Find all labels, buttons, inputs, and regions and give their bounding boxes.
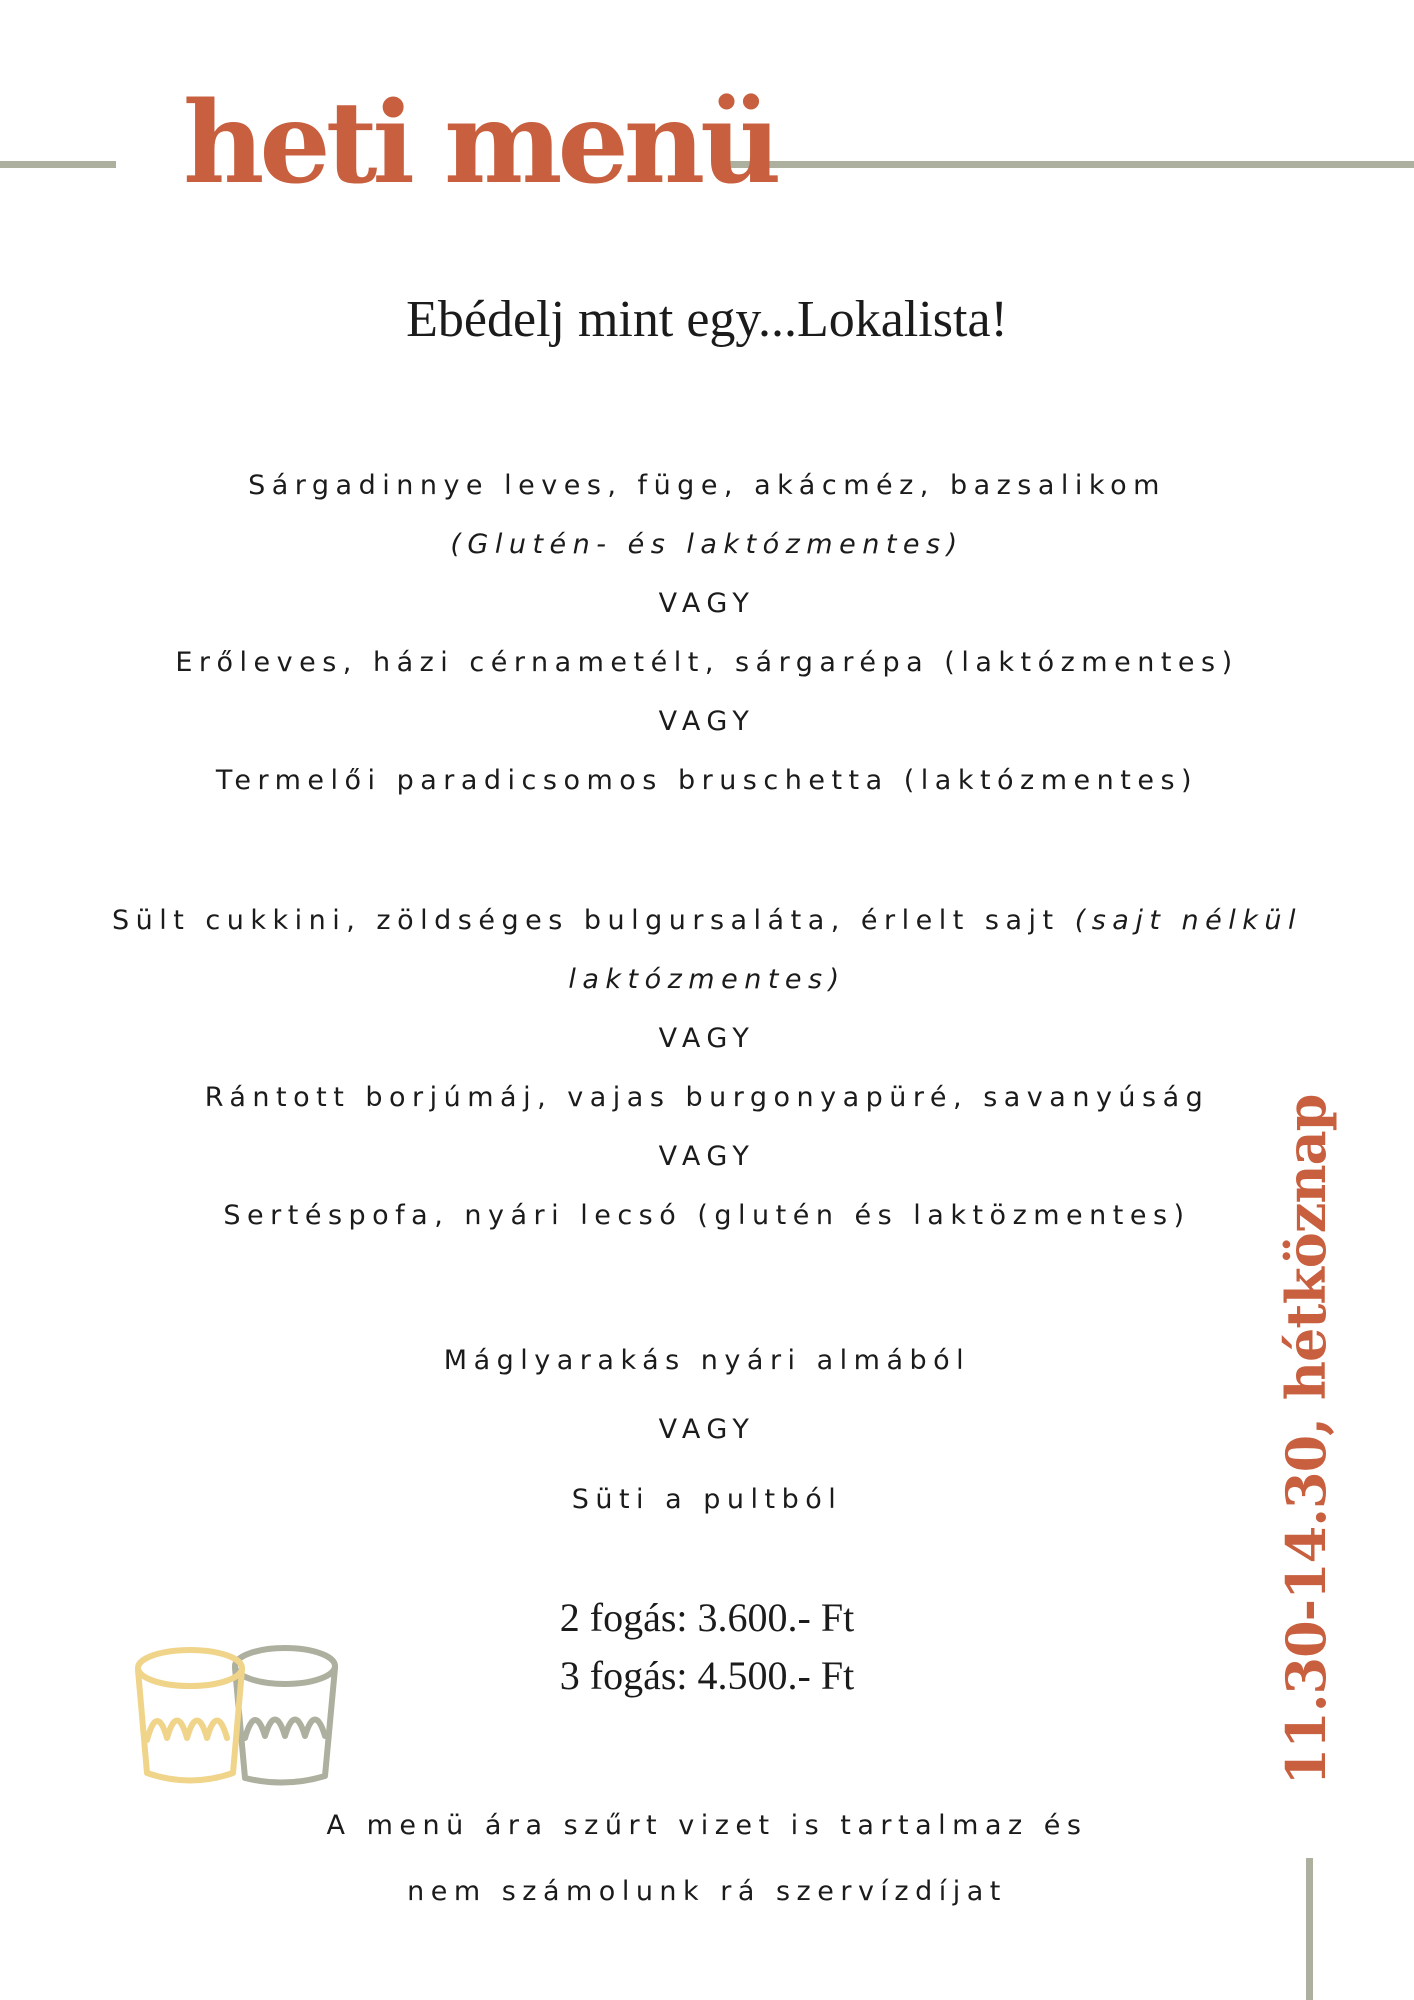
main-item-1-note: laktózmentes) xyxy=(568,964,846,995)
side-rule xyxy=(1306,1858,1313,2000)
page-title: heti menü xyxy=(183,78,777,209)
price-two-course: 2 fogás: 3.600.- Ft xyxy=(559,1595,855,1640)
grey-glass-icon xyxy=(235,1648,335,1783)
dessert-item-2: Süti a pultból xyxy=(571,1484,843,1515)
main-item-3: Sertéspofa, nyári lecsó (glutén és laktözmentes) xyxy=(223,1200,1191,1231)
footer-line-2: nem számolunk rá szervízdíjat xyxy=(407,1876,1007,1907)
or-separator: VAGY xyxy=(658,1414,756,1445)
dessert-item-1: Máglyarakás nyári almából xyxy=(443,1345,971,1376)
header-rule-right xyxy=(725,161,1414,168)
or-separator: VAGY xyxy=(658,1023,756,1054)
two-glasses-icon xyxy=(105,1628,345,1788)
soup-item-2: Erőleves, házi cérnametélt, sárgarépa (laktózmentes) xyxy=(175,647,1239,678)
soup-item-1: Sárgadinnye leves, füge, akácméz, bazsalikom xyxy=(248,470,1166,501)
main-item-1: Sült cukkini, zöldséges bulgursaláta, érlelt sajt (sajt nélkül xyxy=(112,905,1302,936)
main-item-2: Rántott borjúmáj, vajas burgonyapüré, savanyúság xyxy=(204,1082,1210,1113)
yellow-glass-icon xyxy=(138,1650,242,1781)
subtitle: Ebédelj mint egy...Lokalista! xyxy=(406,291,1008,348)
or-separator: VAGY xyxy=(658,588,756,619)
header-rule-left xyxy=(0,161,116,168)
soup-item-1-note: (Glutén- és laktózmentes) xyxy=(450,529,964,560)
soup-item-3: Termelői paradicsomos bruschetta (laktózmentes) xyxy=(215,765,1199,796)
opening-hours: 11.30-14.30, hétköznap xyxy=(1274,1094,1338,1786)
price-three-course: 3 fogás: 4.500.- Ft xyxy=(559,1653,855,1698)
footer-line-1: A menü ára szűrt vizet is tartalmaz és xyxy=(326,1810,1088,1841)
or-separator: VAGY xyxy=(658,1141,756,1172)
or-separator: VAGY xyxy=(658,706,756,737)
